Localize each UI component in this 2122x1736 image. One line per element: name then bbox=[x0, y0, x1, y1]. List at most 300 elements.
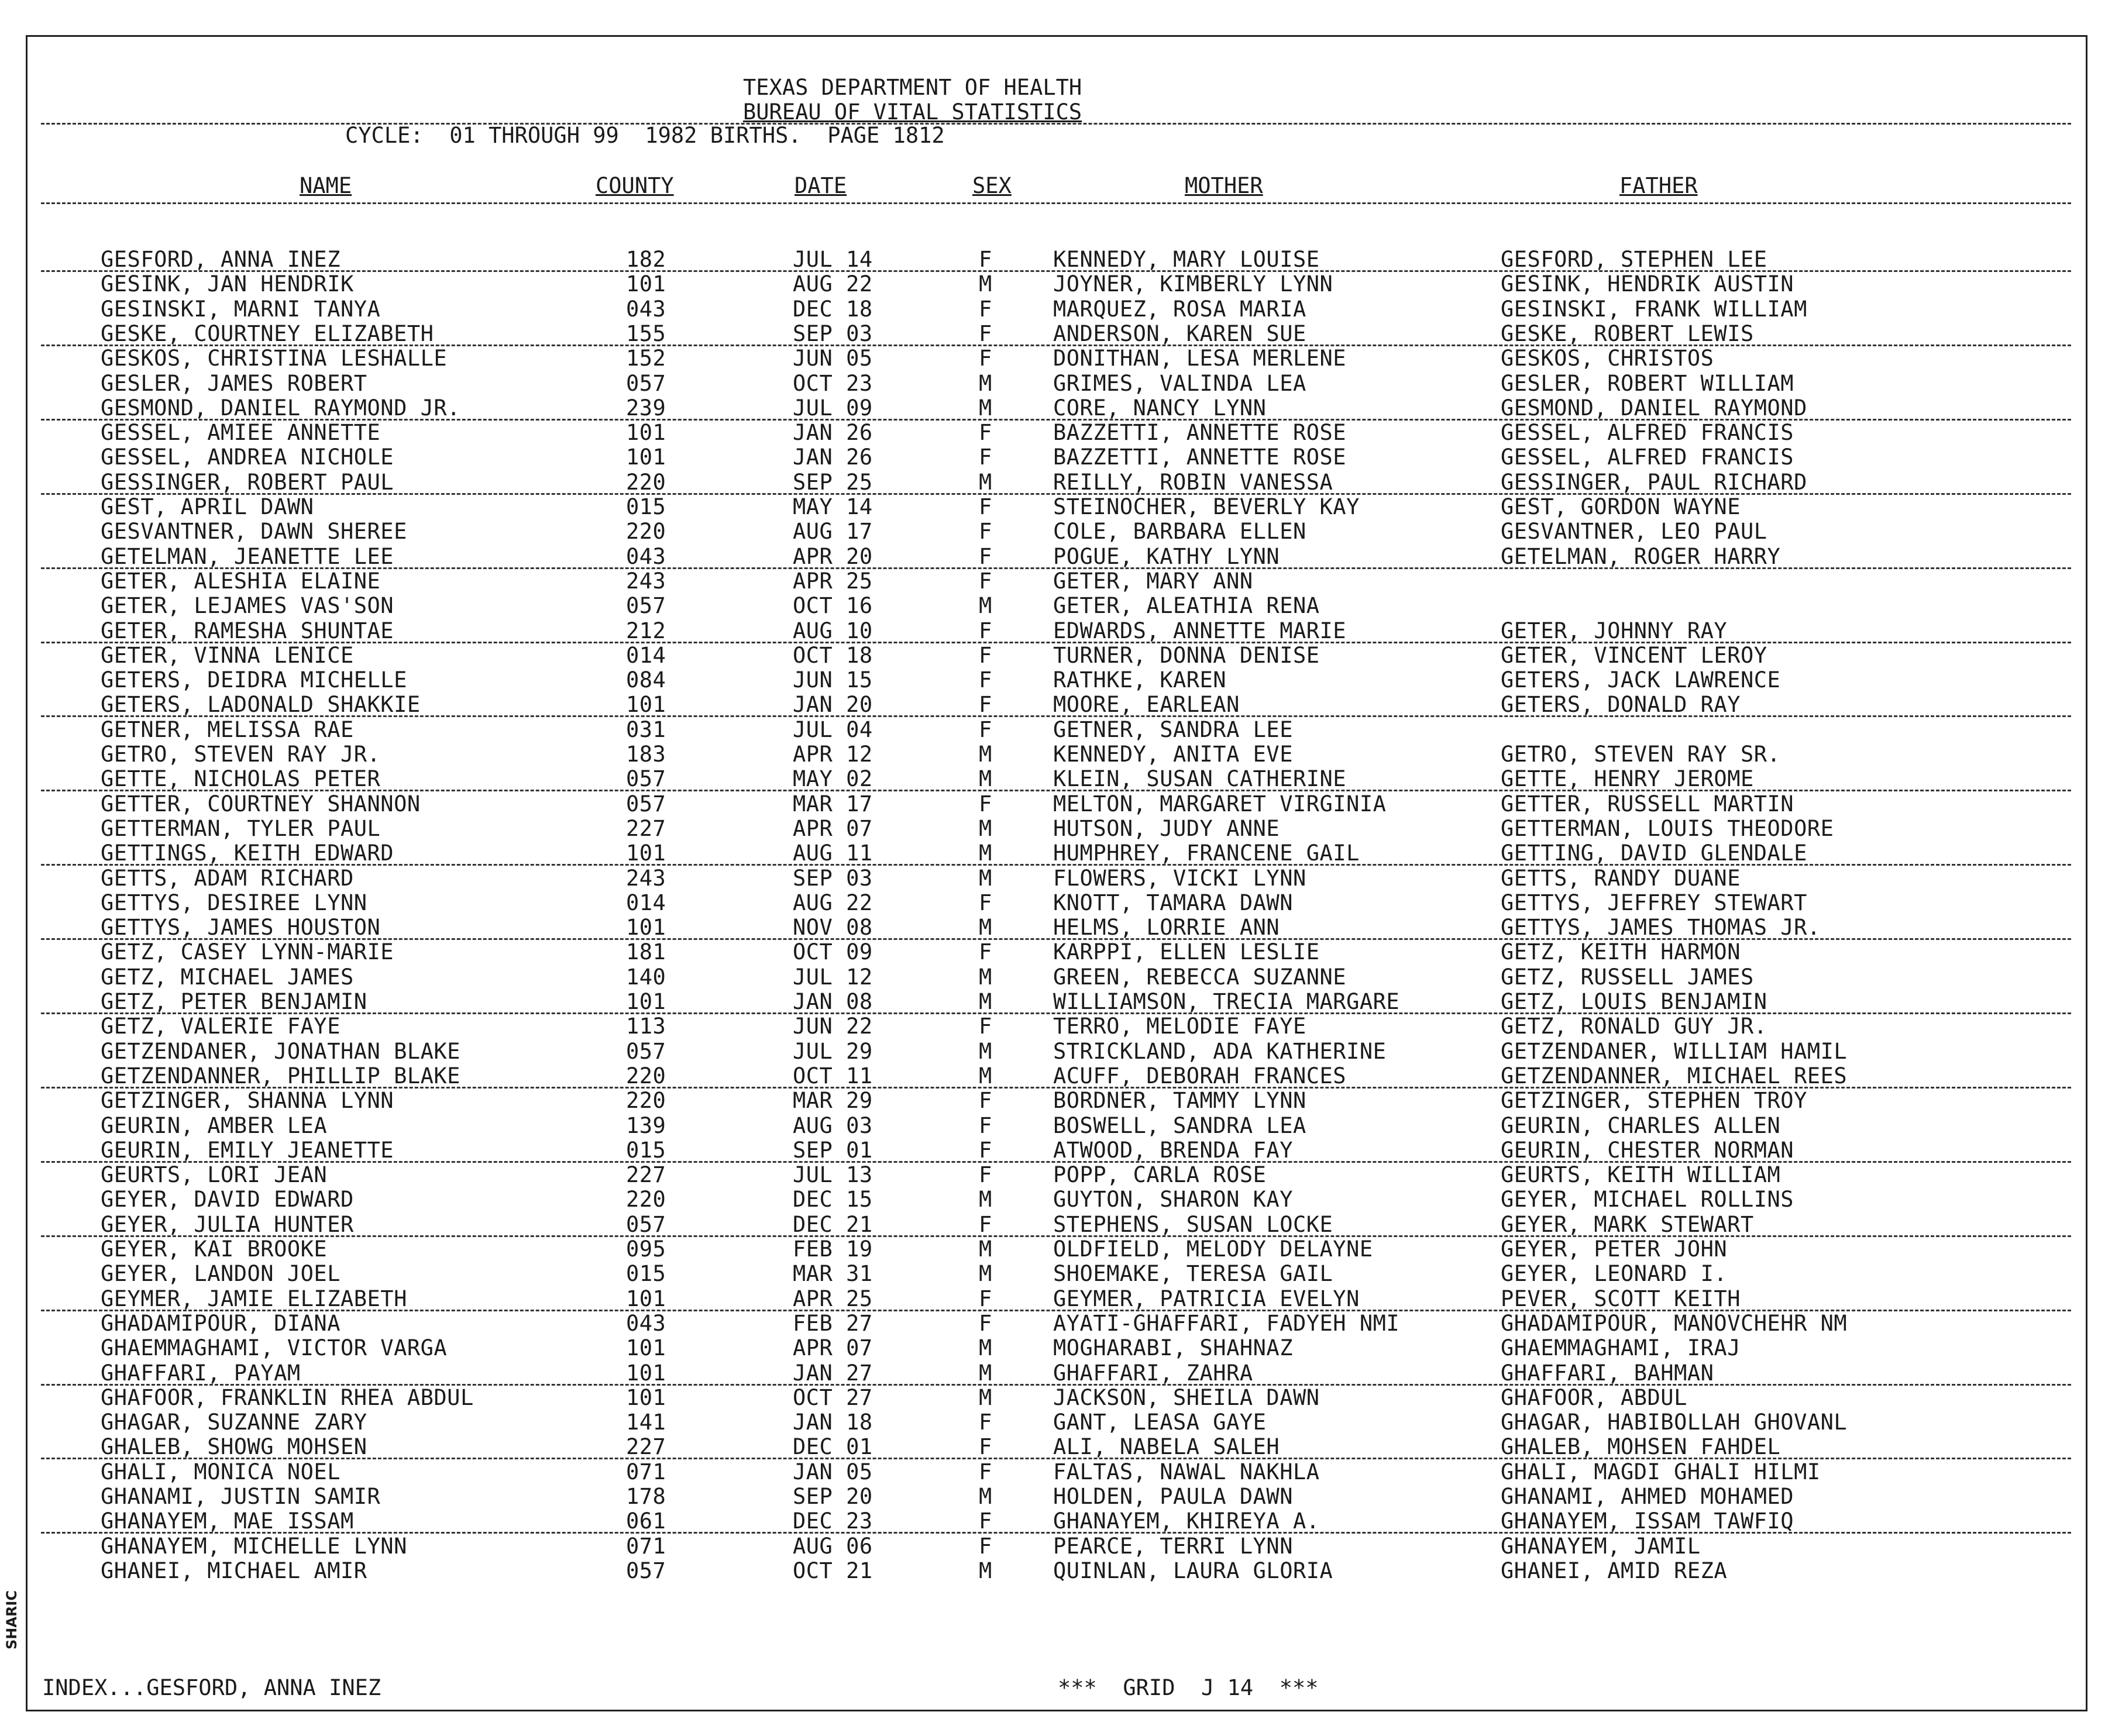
column-header-mother: MOTHER bbox=[1185, 173, 1263, 198]
cell-sex: F bbox=[979, 297, 992, 322]
cell-name: GEYER, KAI BROOKE bbox=[101, 1236, 328, 1262]
cell-date: MAR 29 bbox=[793, 1088, 873, 1113]
cell-mother: MELTON, MARGARET VIRGINIA bbox=[1053, 791, 1387, 817]
cell-mother: KARPPI, ELLEN LESLIE bbox=[1053, 939, 1320, 965]
cell-mother: MOGHARABI, SHAHNAZ bbox=[1053, 1335, 1293, 1360]
cell-name: GETZENDANNER, PHILLIP BLAKE bbox=[101, 1063, 460, 1089]
cell-name: GETZENDANER, JONATHAN BLAKE bbox=[101, 1039, 460, 1064]
cell-sex: M bbox=[979, 1484, 992, 1509]
cell-mother: HUMPHREY, FRANCENE GAIL bbox=[1053, 841, 1360, 866]
cell-father: GHAFOOR, ABDUL bbox=[1501, 1385, 1687, 1410]
cell-name: GETZINGER, SHANNA LYNN bbox=[101, 1088, 394, 1113]
cell-mother: GETNER, SANDRA LEE bbox=[1053, 717, 1293, 742]
cell-name: GESINK, JAN HENDRIK bbox=[101, 271, 354, 297]
cell-mother: REILLY, ROBIN VANESSA bbox=[1053, 470, 1333, 495]
cell-sex: F bbox=[979, 667, 992, 693]
cell-sex: M bbox=[979, 1335, 992, 1360]
cell-name: GHANAYEM, MAE ISSAM bbox=[101, 1508, 354, 1534]
side-label: SHARIC bbox=[4, 1590, 20, 1649]
cell-county: 015 bbox=[626, 1138, 666, 1163]
cell-name: GESSINGER, ROBERT PAUL bbox=[101, 470, 394, 495]
cell-county: 227 bbox=[626, 816, 666, 841]
cell-name: GETNER, MELISSA RAE bbox=[101, 717, 354, 742]
cell-county: 057 bbox=[626, 791, 666, 817]
cell-date: DEC 18 bbox=[793, 297, 873, 322]
cell-sex: F bbox=[979, 247, 992, 272]
cell-date: MAY 02 bbox=[793, 766, 873, 791]
header-cycle-line: CYCLE: 01 THROUGH 99 1982 BIRTHS. PAGE 1812 bbox=[345, 123, 945, 148]
cell-father: GETELMAN, ROGER HARRY bbox=[1501, 544, 1781, 569]
cell-county: 152 bbox=[626, 346, 666, 371]
cell-father: GETZINGER, STEPHEN TROY bbox=[1501, 1088, 1807, 1113]
cell-father: GESSEL, ALFRED FRANCIS bbox=[1501, 445, 1794, 470]
cell-mother: OLDFIELD, MELODY DELAYNE bbox=[1053, 1236, 1373, 1262]
cell-sex: F bbox=[979, 1410, 992, 1435]
cell-sex: F bbox=[979, 544, 992, 569]
cell-father: GETTYS, JAMES THOMAS JR. bbox=[1501, 915, 1821, 940]
cell-date: DEC 21 bbox=[793, 1212, 873, 1237]
cell-name: GETTE, NICHOLAS PETER bbox=[101, 766, 381, 791]
cell-sex: F bbox=[979, 618, 992, 643]
cell-county: 101 bbox=[626, 1335, 666, 1360]
cell-date: SEP 03 bbox=[793, 321, 873, 346]
cell-sex: F bbox=[979, 717, 992, 742]
cell-sex: M bbox=[979, 271, 992, 297]
cell-mother: GETER, MARY ANN bbox=[1053, 569, 1253, 594]
cell-mother: QUINLAN, LAURA GLORIA bbox=[1053, 1558, 1333, 1583]
cell-date: JUN 22 bbox=[793, 1014, 873, 1039]
cell-father: GHANEI, AMID REZA bbox=[1501, 1558, 1728, 1583]
cell-name: GESSEL, AMIEE ANNETTE bbox=[101, 420, 381, 445]
cell-father: GETZ, LOUIS BENJAMIN bbox=[1501, 989, 1767, 1014]
cell-date: JUL 04 bbox=[793, 717, 873, 742]
cell-county: 227 bbox=[626, 1162, 666, 1187]
cell-sex: F bbox=[979, 1162, 992, 1187]
cell-name: GETERS, LADONALD SHAKKIE bbox=[101, 692, 421, 717]
cell-sex: F bbox=[979, 1014, 992, 1039]
cell-name: GETTS, ADAM RICHARD bbox=[101, 866, 354, 891]
cell-name: GEYER, LANDON JOEL bbox=[101, 1261, 341, 1286]
cell-county: 178 bbox=[626, 1484, 666, 1509]
cell-date: OCT 09 bbox=[793, 939, 873, 965]
column-header-rule bbox=[41, 202, 2071, 204]
cell-mother: MOORE, EARLEAN bbox=[1053, 692, 1240, 717]
cell-mother: STEINOCHER, BEVERLY KAY bbox=[1053, 494, 1360, 519]
cell-father: GETER, JOHNNY RAY bbox=[1501, 618, 1728, 643]
cell-date: APR 12 bbox=[793, 742, 873, 767]
column-header-name: NAME bbox=[300, 173, 352, 198]
cell-date: JAN 20 bbox=[793, 692, 873, 717]
cell-date: AUG 06 bbox=[793, 1534, 873, 1559]
cell-name: GEYMER, JAMIE ELIZABETH bbox=[101, 1286, 407, 1311]
cell-mother: GUYTON, SHARON KAY bbox=[1053, 1187, 1293, 1212]
cell-county: 140 bbox=[626, 965, 666, 990]
cell-sex: F bbox=[979, 791, 992, 817]
cell-date: AUG 22 bbox=[793, 271, 873, 297]
cell-mother: JACKSON, SHEILA DAWN bbox=[1053, 1385, 1320, 1410]
cell-county: 212 bbox=[626, 618, 666, 643]
cell-name: GHAFFARI, PAYAM bbox=[101, 1360, 301, 1386]
cell-sex: M bbox=[979, 965, 992, 990]
cell-father: GETER, VINCENT LEROY bbox=[1501, 643, 1767, 668]
cell-mother: ATWOOD, BRENDA FAY bbox=[1053, 1138, 1293, 1163]
cell-name: GHANEI, MICHAEL AMIR bbox=[101, 1558, 367, 1583]
cell-mother: GREEN, REBECCA SUZANNE bbox=[1053, 965, 1347, 990]
cell-date: APR 20 bbox=[793, 544, 873, 569]
cell-county: 183 bbox=[626, 742, 666, 767]
cell-county: 101 bbox=[626, 915, 666, 940]
column-header-sex: SEX bbox=[972, 173, 1012, 198]
cell-father: GETERS, DONALD RAY bbox=[1501, 692, 1741, 717]
cell-name: GHADAMIPOUR, DIANA bbox=[101, 1311, 341, 1336]
cell-mother: EDWARDS, ANNETTE MARIE bbox=[1053, 618, 1347, 643]
cell-mother: ANDERSON, KAREN SUE bbox=[1053, 321, 1306, 346]
cell-father: GHADAMIPOUR, MANOVCHEHR NM bbox=[1501, 1311, 1848, 1336]
cell-county: 101 bbox=[626, 271, 666, 297]
cell-date: FEB 19 bbox=[793, 1236, 873, 1262]
column-header-county: COUNTY bbox=[596, 173, 674, 198]
cell-date: MAR 17 bbox=[793, 791, 873, 817]
cell-date: SEP 01 bbox=[793, 1138, 873, 1163]
cell-sex: F bbox=[979, 1088, 992, 1113]
cell-county: 220 bbox=[626, 1187, 666, 1212]
cell-name: GETZ, VALERIE FAYE bbox=[101, 1014, 341, 1039]
cell-sex: M bbox=[979, 742, 992, 767]
cell-date: JAN 18 bbox=[793, 1410, 873, 1435]
cell-mother: MARQUEZ, ROSA MARIA bbox=[1053, 297, 1306, 322]
cell-county: 071 bbox=[626, 1459, 666, 1484]
cell-father: GETRO, STEVEN RAY SR. bbox=[1501, 742, 1781, 767]
cell-county: 057 bbox=[626, 371, 666, 396]
cell-mother: GRIMES, VALINDA LEA bbox=[1053, 371, 1306, 396]
cell-county: 181 bbox=[626, 939, 666, 965]
cell-sex: M bbox=[979, 593, 992, 618]
cell-county: 155 bbox=[626, 321, 666, 346]
cell-father: GHANAYEM, JAMIL bbox=[1501, 1534, 1701, 1559]
cell-county: 057 bbox=[626, 593, 666, 618]
cell-name: GETTER, COURTNEY SHANNON bbox=[101, 791, 421, 817]
cell-county: 220 bbox=[626, 470, 666, 495]
cell-mother: KENNEDY, ANITA EVE bbox=[1053, 742, 1293, 767]
cell-county: 101 bbox=[626, 692, 666, 717]
cell-name: GESLER, JAMES ROBERT bbox=[101, 371, 367, 396]
cell-mother: GEYMER, PATRICIA EVELYN bbox=[1053, 1286, 1360, 1311]
cell-mother: GHANAYEM, KHIREYA A. bbox=[1053, 1508, 1320, 1534]
cell-father: GEYER, MARK STEWART bbox=[1501, 1212, 1754, 1237]
cell-county: 057 bbox=[626, 1212, 666, 1237]
cell-date: JAN 26 bbox=[793, 445, 873, 470]
cell-date: OCT 16 bbox=[793, 593, 873, 618]
cell-date: JUL 29 bbox=[793, 1039, 873, 1064]
cell-county: 071 bbox=[626, 1534, 666, 1559]
cell-date: JUL 09 bbox=[793, 395, 873, 421]
cell-mother: RATHKE, KAREN bbox=[1053, 667, 1227, 693]
footer-index: INDEX...GESFORD, ANNA INEZ bbox=[42, 1675, 381, 1700]
cell-name: GEURIN, EMILY JEANETTE bbox=[101, 1138, 394, 1163]
cell-name: GHAGAR, SUZANNE ZARY bbox=[101, 1410, 367, 1435]
cell-sex: M bbox=[979, 915, 992, 940]
cell-sex: M bbox=[979, 866, 992, 891]
cell-date: OCT 21 bbox=[793, 1558, 873, 1583]
cell-name: GEYER, DAVID EDWARD bbox=[101, 1187, 354, 1212]
cell-name: GETELMAN, JEANETTE LEE bbox=[101, 544, 394, 569]
cell-sex: M bbox=[979, 1261, 992, 1286]
cell-sex: F bbox=[979, 569, 992, 594]
cell-mother: BOSWELL, SANDRA LEA bbox=[1053, 1113, 1306, 1138]
header-subtitle: BUREAU OF VITAL STATISTICS bbox=[743, 99, 1082, 125]
cell-date: APR 07 bbox=[793, 1335, 873, 1360]
column-header-father: FATHER bbox=[1619, 173, 1698, 198]
cell-date: AUG 22 bbox=[793, 890, 873, 915]
cell-father: GETTING, DAVID GLENDALE bbox=[1501, 841, 1807, 866]
cell-county: 057 bbox=[626, 1039, 666, 1064]
cell-sex: M bbox=[979, 766, 992, 791]
cell-county: 014 bbox=[626, 890, 666, 915]
cell-father: GESKE, ROBERT LEWIS bbox=[1501, 321, 1754, 346]
cell-date: AUG 03 bbox=[793, 1113, 873, 1138]
cell-sex: F bbox=[979, 692, 992, 717]
cell-county: 101 bbox=[626, 1286, 666, 1311]
cell-mother: PEARCE, TERRI LYNN bbox=[1053, 1534, 1293, 1559]
cell-father: GETZ, KEITH HARMON bbox=[1501, 939, 1741, 965]
cell-county: 061 bbox=[626, 1508, 666, 1534]
cell-date: FEB 27 bbox=[793, 1311, 873, 1336]
cell-county: 220 bbox=[626, 1088, 666, 1113]
cell-date: APR 25 bbox=[793, 1286, 873, 1311]
cell-mother: DONITHAN, LESA MERLENE bbox=[1053, 346, 1347, 371]
cell-date: SEP 25 bbox=[793, 470, 873, 495]
cell-date: SEP 03 bbox=[793, 866, 873, 891]
cell-mother: GETER, ALEATHIA RENA bbox=[1053, 593, 1320, 618]
cell-father: GESKOS, CHRISTOS bbox=[1501, 346, 1714, 371]
cell-sex: M bbox=[979, 1236, 992, 1262]
cell-date: JUL 12 bbox=[793, 965, 873, 990]
cell-father: GHALEB, MOHSEN FAHDEL bbox=[1501, 1434, 1781, 1459]
cell-sex: F bbox=[979, 1286, 992, 1311]
cell-mother: WILLIAMSON, TRECIA MARGARE bbox=[1053, 989, 1400, 1014]
cell-mother: STEPHENS, SUSAN LOCKE bbox=[1053, 1212, 1333, 1237]
cell-date: DEC 01 bbox=[793, 1434, 873, 1459]
cell-mother: KENNEDY, MARY LOUISE bbox=[1053, 247, 1320, 272]
footer-grid: *** GRID J 14 *** bbox=[1058, 1675, 1319, 1700]
cell-father: GETERS, JACK LAWRENCE bbox=[1501, 667, 1781, 693]
cell-name: GHANAMI, JUSTIN SAMIR bbox=[101, 1484, 381, 1509]
cell-name: GESSEL, ANDREA NICHOLE bbox=[101, 445, 394, 470]
cell-name: GETER, LEJAMES VAS'SON bbox=[101, 593, 394, 618]
cell-county: 101 bbox=[626, 420, 666, 445]
cell-county: 239 bbox=[626, 395, 666, 421]
cell-mother: COLE, BARBARA ELLEN bbox=[1053, 519, 1306, 544]
cell-date: MAR 31 bbox=[793, 1261, 873, 1286]
cell-father: GETZ, RONALD GUY JR. bbox=[1501, 1014, 1767, 1039]
cell-sex: M bbox=[979, 1558, 992, 1583]
cell-mother: BAZZETTI, ANNETTE ROSE bbox=[1053, 420, 1347, 445]
cell-name: GETERS, DEIDRA MICHELLE bbox=[101, 667, 407, 693]
cell-name: GESKOS, CHRISTINA LESHALLE bbox=[101, 346, 448, 371]
cell-mother: CORE, NANCY LYNN bbox=[1053, 395, 1267, 421]
cell-sex: F bbox=[979, 321, 992, 346]
cell-father: GETTERMAN, LOUIS THEODORE bbox=[1501, 816, 1834, 841]
cell-mother: HUTSON, JUDY ANNE bbox=[1053, 816, 1280, 841]
cell-father: GETZ, RUSSELL JAMES bbox=[1501, 965, 1754, 990]
cell-mother: GANT, LEASA GAYE bbox=[1053, 1410, 1267, 1435]
cell-father: GESSINGER, PAUL RICHARD bbox=[1501, 470, 1807, 495]
cell-father: GHAFFARI, BAHMAN bbox=[1501, 1360, 1714, 1386]
cell-mother: HOLDEN, PAULA DAWN bbox=[1053, 1484, 1293, 1509]
cell-mother: KLEIN, SUSAN CATHERINE bbox=[1053, 766, 1347, 791]
cell-sex: M bbox=[979, 1039, 992, 1064]
cell-sex: M bbox=[979, 816, 992, 841]
cell-mother: TURNER, DONNA DENISE bbox=[1053, 643, 1320, 668]
cell-date: JAN 05 bbox=[793, 1459, 873, 1484]
cell-sex: F bbox=[979, 420, 992, 445]
cell-mother: FLOWERS, VICKI LYNN bbox=[1053, 866, 1306, 891]
cell-county: 101 bbox=[626, 445, 666, 470]
cell-father: GEURTS, KEITH WILLIAM bbox=[1501, 1162, 1781, 1187]
cell-date: OCT 27 bbox=[793, 1385, 873, 1410]
cell-mother: GHAFFARI, ZAHRA bbox=[1053, 1360, 1253, 1386]
cell-father: GESVANTNER, LEO PAUL bbox=[1501, 519, 1767, 544]
cell-sex: F bbox=[979, 1113, 992, 1138]
cell-sex: F bbox=[979, 1212, 992, 1237]
cell-date: JAN 08 bbox=[793, 989, 873, 1014]
cell-county: 101 bbox=[626, 1385, 666, 1410]
cell-sex: M bbox=[979, 371, 992, 396]
cell-county: 220 bbox=[626, 519, 666, 544]
cell-name: GHAFOOR, FRANKLIN RHEA ABDUL bbox=[101, 1385, 474, 1410]
cell-mother: HELMS, LORRIE ANN bbox=[1053, 915, 1280, 940]
cell-name: GETTYS, DESIREE LYNN bbox=[101, 890, 367, 915]
cell-date: DEC 23 bbox=[793, 1508, 873, 1534]
cell-county: 227 bbox=[626, 1434, 666, 1459]
cell-father: GHANAYEM, ISSAM TAWFIQ bbox=[1501, 1508, 1794, 1534]
cell-county: 084 bbox=[626, 667, 666, 693]
cell-sex: F bbox=[979, 1508, 992, 1534]
cell-name: GETRO, STEVEN RAY JR. bbox=[101, 742, 381, 767]
cell-father: GESLER, ROBERT WILLIAM bbox=[1501, 371, 1794, 396]
cell-name: GEYER, JULIA HUNTER bbox=[101, 1212, 354, 1237]
cell-sex: M bbox=[979, 1360, 992, 1386]
cell-father: GETTER, RUSSELL MARTIN bbox=[1501, 791, 1794, 817]
cell-date: AUG 10 bbox=[793, 618, 873, 643]
cell-name: GEST, APRIL DAWN bbox=[101, 494, 314, 519]
cell-father: GESINK, HENDRIK AUSTIN bbox=[1501, 271, 1794, 297]
cell-mother: JOYNER, KIMBERLY LYNN bbox=[1053, 271, 1333, 297]
cell-sex: F bbox=[979, 890, 992, 915]
cell-date: JAN 27 bbox=[793, 1360, 873, 1386]
cell-mother: BORDNER, TAMMY LYNN bbox=[1053, 1088, 1306, 1113]
cell-county: 101 bbox=[626, 989, 666, 1014]
cell-name: GETTINGS, KEITH EDWARD bbox=[101, 841, 394, 866]
cell-sex: F bbox=[979, 445, 992, 470]
cell-mother: ACUFF, DEBORAH FRANCES bbox=[1053, 1063, 1347, 1089]
cell-date: OCT 18 bbox=[793, 643, 873, 668]
cell-name: GHALEB, SHOWG MOHSEN bbox=[101, 1434, 367, 1459]
cell-date: JAN 26 bbox=[793, 420, 873, 445]
cell-father: GEST, GORDON WAYNE bbox=[1501, 494, 1741, 519]
cell-sex: F bbox=[979, 1138, 992, 1163]
cell-father: GETTYS, JEFFREY STEWART bbox=[1501, 890, 1807, 915]
cell-father: GETTE, HENRY JEROME bbox=[1501, 766, 1754, 791]
cell-sex: M bbox=[979, 1063, 992, 1089]
cell-date: JUN 15 bbox=[793, 667, 873, 693]
cell-county: 057 bbox=[626, 766, 666, 791]
cell-county: 031 bbox=[626, 717, 666, 742]
cell-name: GESINSKI, MARNI TANYA bbox=[101, 297, 381, 322]
cell-name: GESMOND, DANIEL RAYMOND JR. bbox=[101, 395, 460, 421]
cell-name: GHALI, MONICA NOEL bbox=[101, 1459, 341, 1484]
cell-mother: STRICKLAND, ADA KATHERINE bbox=[1053, 1039, 1387, 1064]
cell-sex: F bbox=[979, 643, 992, 668]
cell-county: 182 bbox=[626, 247, 666, 272]
cell-date: JUN 05 bbox=[793, 346, 873, 371]
cell-name: GEURIN, AMBER LEA bbox=[101, 1113, 328, 1138]
cell-father: GESSEL, ALFRED FRANCIS bbox=[1501, 420, 1794, 445]
cell-date: NOV 08 bbox=[793, 915, 873, 940]
cell-sex: F bbox=[979, 519, 992, 544]
cell-father: GEYER, MICHAEL ROLLINS bbox=[1501, 1187, 1794, 1212]
cell-date: APR 07 bbox=[793, 816, 873, 841]
cell-sex: F bbox=[979, 939, 992, 965]
cell-sex: F bbox=[979, 1534, 992, 1559]
cell-county: 220 bbox=[626, 1063, 666, 1089]
cell-date: AUG 17 bbox=[793, 519, 873, 544]
cell-name: GEURTS, LORI JEAN bbox=[101, 1162, 328, 1187]
cell-mother: FALTAS, NAWAL NAKHLA bbox=[1053, 1459, 1320, 1484]
cell-name: GESKE, COURTNEY ELIZABETH bbox=[101, 321, 434, 346]
cell-name: GETTERMAN, TYLER PAUL bbox=[101, 816, 381, 841]
cell-name: GETER, ALESHIA ELAINE bbox=[101, 569, 381, 594]
cell-county: 057 bbox=[626, 1558, 666, 1583]
cell-name: GESVANTNER, DAWN SHEREE bbox=[101, 519, 407, 544]
cell-father: GESMOND, DANIEL RAYMOND bbox=[1501, 395, 1807, 421]
cell-mother: ALI, NABELA SALEH bbox=[1053, 1434, 1280, 1459]
cell-sex: F bbox=[979, 1311, 992, 1336]
cell-sex: F bbox=[979, 346, 992, 371]
cell-county: 014 bbox=[626, 643, 666, 668]
cell-sex: M bbox=[979, 470, 992, 495]
cell-date: JUL 14 bbox=[793, 247, 873, 272]
cell-sex: F bbox=[979, 1434, 992, 1459]
cell-county: 043 bbox=[626, 544, 666, 569]
cell-father: GHAGAR, HABIBOLLAH GHOVANL bbox=[1501, 1410, 1848, 1435]
cell-county: 101 bbox=[626, 1360, 666, 1386]
cell-sex: F bbox=[979, 1459, 992, 1484]
cell-date: OCT 23 bbox=[793, 371, 873, 396]
cell-father: PEVER, SCOTT KEITH bbox=[1501, 1286, 1741, 1311]
cell-county: 243 bbox=[626, 569, 666, 594]
cell-mother: KNOTT, TAMARA DAWN bbox=[1053, 890, 1293, 915]
cell-date: MAY 14 bbox=[793, 494, 873, 519]
cell-sex: M bbox=[979, 841, 992, 866]
cell-mother: SHOEMAKE, TERESA GAIL bbox=[1053, 1261, 1333, 1286]
cell-name: GHANAYEM, MICHELLE LYNN bbox=[101, 1534, 407, 1559]
cell-county: 101 bbox=[626, 841, 666, 866]
cell-father: GHALI, MAGDI GHALI HILMI bbox=[1501, 1459, 1821, 1484]
cell-father: GEYER, LEONARD I. bbox=[1501, 1261, 1728, 1286]
cell-name: GETER, RAMESHA SHUNTAE bbox=[101, 618, 394, 643]
cell-county: 015 bbox=[626, 494, 666, 519]
cell-county: 139 bbox=[626, 1113, 666, 1138]
cell-father: GEURIN, CHESTER NORMAN bbox=[1501, 1138, 1794, 1163]
cell-date: DEC 15 bbox=[793, 1187, 873, 1212]
cell-county: 095 bbox=[626, 1236, 666, 1262]
cell-name: GETZ, CASEY LYNN-MARIE bbox=[101, 939, 394, 965]
cell-father: GEYER, PETER JOHN bbox=[1501, 1236, 1728, 1262]
cell-father: GEURIN, CHARLES ALLEN bbox=[1501, 1113, 1781, 1138]
cell-county: 141 bbox=[626, 1410, 666, 1435]
cell-county: 043 bbox=[626, 297, 666, 322]
